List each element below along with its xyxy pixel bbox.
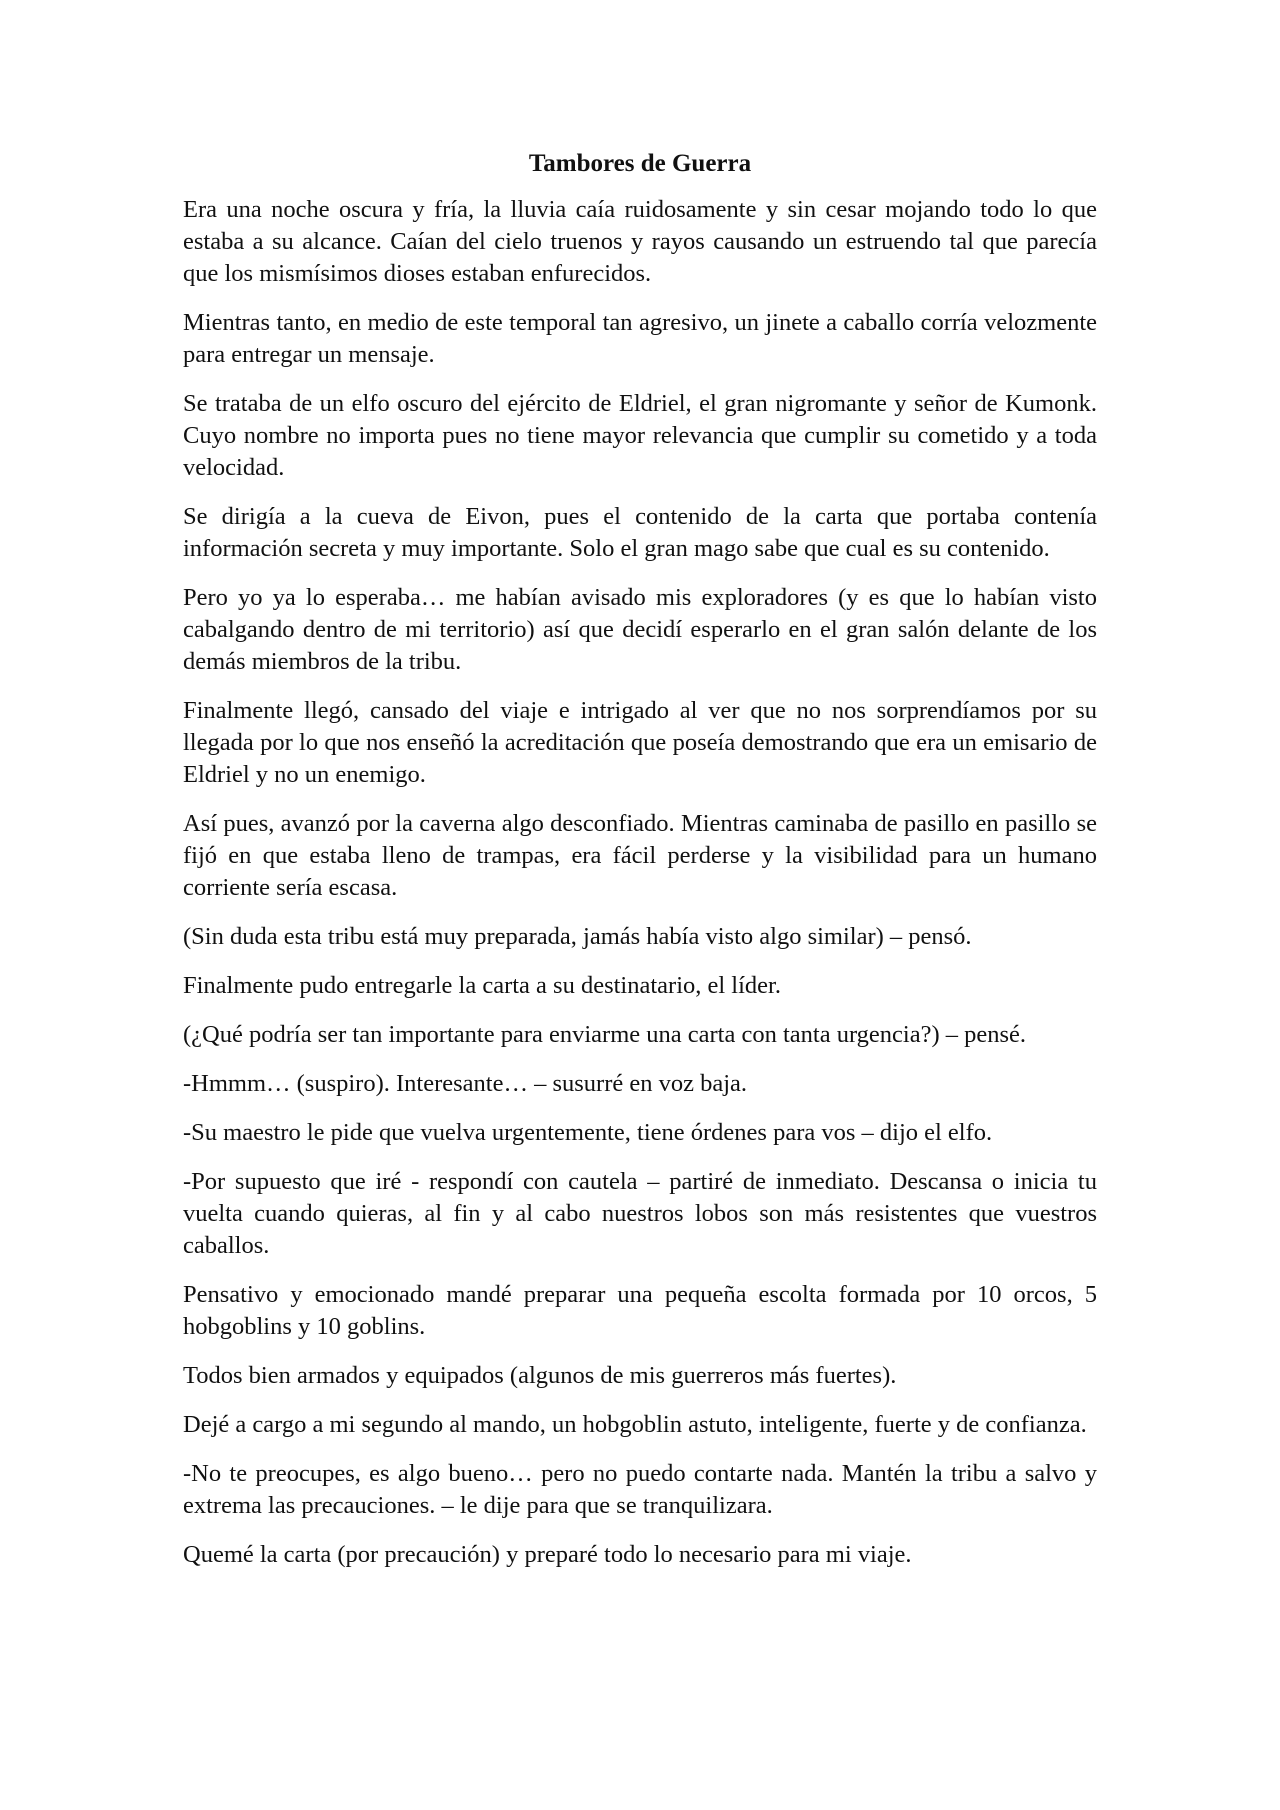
paragraph: Dejé a cargo a mi segundo al mando, un hobgoblin astuto, inteligente, fuerte y de confianza. <box>183 1411 1087 1438</box>
paragraph: -Su maestro le pide que vuelva urgentemente, tiene órdenes para vos – dijo el elfo. <box>183 1119 993 1146</box>
paragraph: Pero yo ya lo esperaba… me habían avisado mis exploradores (y es que lo habían visto cabalgando dentro de mi territorio) así que decidí esperarlo en el gran salón delante de los demás miembros de la tribu. <box>183 584 1097 675</box>
document-page <box>183 148 1097 1588</box>
paragraph: Quemé la carta (por precaución) y preparé todo lo necesario para mi viaje. <box>183 1541 912 1568</box>
paragraph: Mientras tanto, en medio de este temporal tan agresivo, un jinete a caballo corría velozmente para entregar un mensaje. <box>183 309 1097 368</box>
paragraph: Se trataba de un elfo oscuro del ejército de Eldriel, el gran nigromante y señor de Kumonk. Cuyo nombre no importa pues no tiene mayor relevancia que cumplir su cometido y a toda velocidad. <box>183 390 1097 481</box>
paragraph: -No te preocupes, es algo bueno… pero no puedo contarte nada. Mantén la tribu a salvo y extrema las precauciones. – le dije para que se tranquilizara. <box>183 1460 1097 1519</box>
document-title: Tambores de Guerra <box>528 150 752 177</box>
paragraph: Finalmente pudo entregarle la carta a su destinatario, el líder. <box>183 972 781 999</box>
paragraph: Así pues, avanzó por la caverna algo desconfiado. Mientras caminaba de pasillo en pasillo se fijó en que estaba lleno de trampas, era fácil perderse y la visibilidad para un humano corriente sería escasa. <box>183 810 1097 901</box>
paragraph: Finalmente llegó, cansado del viaje e intrigado al ver que no nos sorprendíamos por su llegada por lo que nos enseñó la acreditación que poseía demostrando que era un emisario de Eldriel y no un enemigo. <box>183 697 1097 788</box>
paragraph: (Sin duda esta tribu está muy preparada, jamás había visto algo similar) – pensó. <box>183 923 972 950</box>
paragraph: -Hmmm… (suspiro). Interesante… – susurré en voz baja. <box>183 1070 748 1097</box>
paragraph: Pensativo y emocionado mandé preparar una pequeña escolta formada por 10 orcos, 5 hobgoblins y 10 goblins. <box>183 1281 1097 1340</box>
paragraph: (¿Qué podría ser tan importante para enviarme una carta con tanta urgencia?) – pensé. <box>183 1021 1027 1048</box>
paragraph: -Por supuesto que iré - respondí con cautela – partiré de inmediato. Descansa o inicia tu vuelta cuando quieras, al fin y al cabo nuestros lobos son más resistentes que vuestros caballos. <box>183 1168 1097 1259</box>
paragraph: Todos bien armados y equipados (algunos de mis guerreros más fuertes). <box>183 1362 897 1389</box>
paragraph: Era una noche oscura y fría, la lluvia caía ruidosamente y sin cesar mojando todo lo que estaba a su alcance. Caían del cielo truenos y rayos causando un estruendo tal que parecía que los mismísimos dioses estaban enfurecidos. <box>183 196 1097 287</box>
paragraph: Se dirigía a la cueva de Eivon, pues el contenido de la carta que portaba contenía información secreta y muy importante. Solo el gran mago sabe que cual es su contenido. <box>183 503 1097 562</box>
